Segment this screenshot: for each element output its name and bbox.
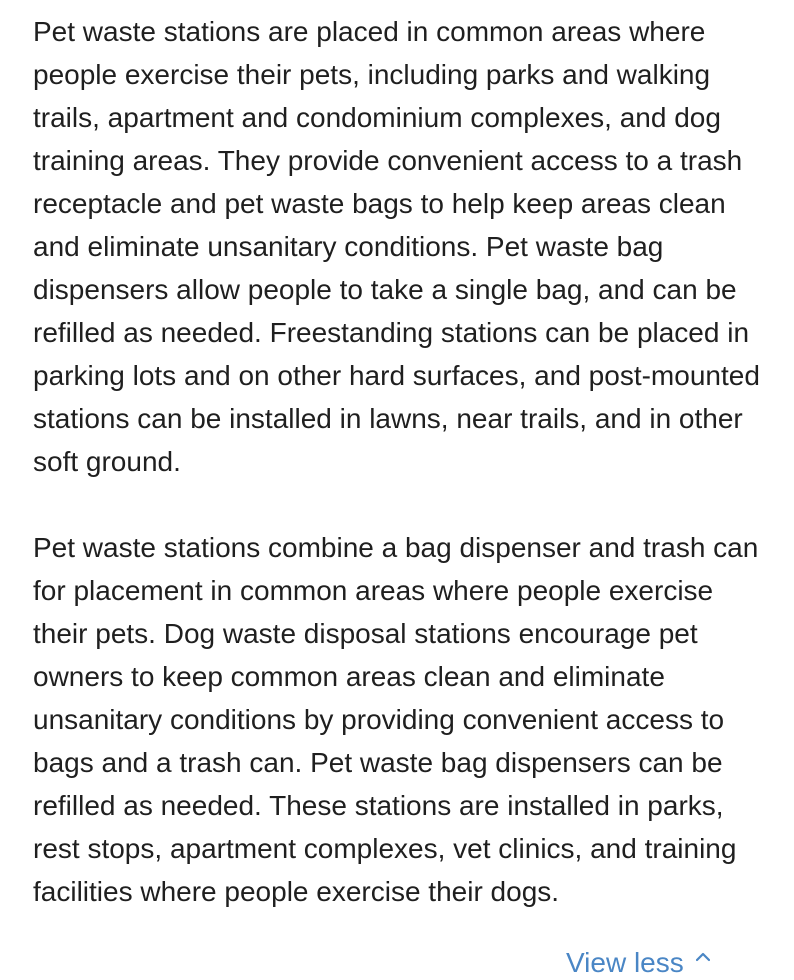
article-paragraph-1: Pet waste stations are placed in common areas where people exercise their pets, including parks and walking trails, apartment and condominium complexes, and dog training areas. They provide convenient access to a trash receptacle and pet waste bags to help keep areas clean and eliminate unsanitary conditions. Pet waste bag dispensers allow people to take a single bag, and can be refilled as needed. Freestanding stations can be placed in parking lots and on other hard surfaces, and post-mounted stations can be installed in lawns, near trails, and in other soft ground.: [33, 16, 760, 477]
view-less-label: View less: [566, 947, 684, 978]
view-less-link[interactable]: [566, 946, 710, 980]
chevron-up-icon: [696, 950, 710, 964]
article-body: [33, 10, 773, 913]
article-paragraph-2: Pet waste stations combine a bag dispenser and trash can for placement in common areas where people exercise their pets. Dog waste disposal stations encourage pet owners to keep common areas clean and eliminate unsanitary conditions by providing convenient access to bags and a trash can. Pet waste bag dispensers can be refilled as needed. These stations are installed in parks, rest stops, apartment complexes, vet clinics, and training facilities where people exercise their dogs.: [33, 532, 759, 907]
